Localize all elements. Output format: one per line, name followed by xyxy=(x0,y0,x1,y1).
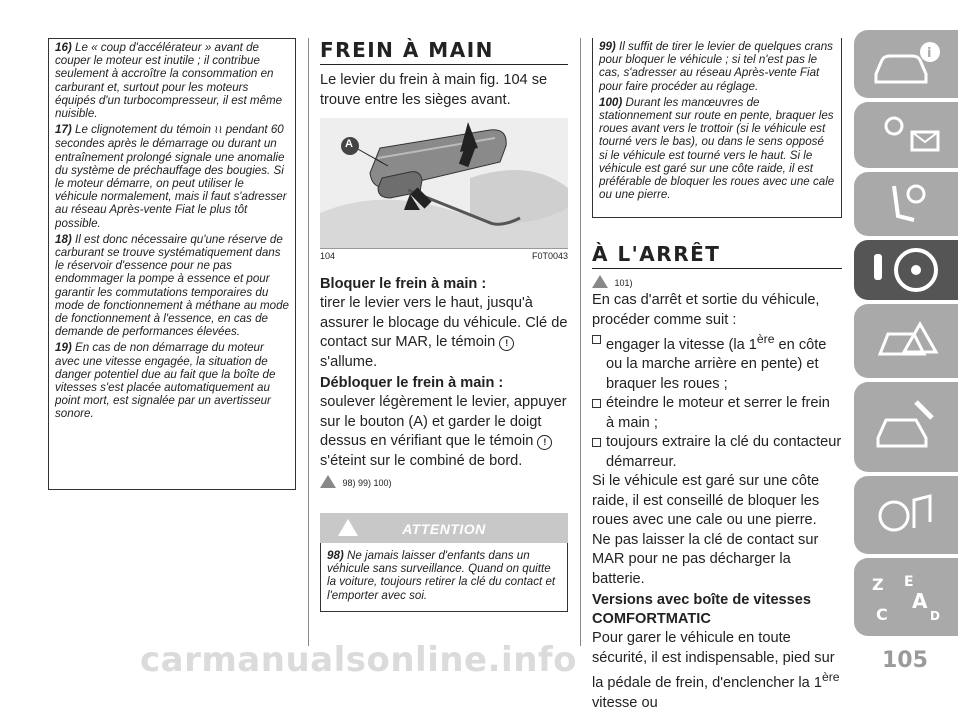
paragraph-comfortmatic: Pour garer le véhicule en toute sécurité, il est indispensable, pied sur la pédale de frein, d'enclencher la 1ère vitesse ou xyxy=(592,630,840,711)
list-item: éteindre le moteur et serrer le frein à main ; xyxy=(592,394,842,433)
note-18: 18) Il est donc nécessaire qu'une réserve de carburant se trouve systématiquement dans le réservoir d'essence pour ne pas endommager la pompe à essence et pour garantir les commutations temporaires du mode de fonctionnement à méthane au mode de fonctionnement à l'essence, en cas de demande de performances élevées. xyxy=(55,232,289,339)
bullet-square-icon xyxy=(592,438,601,447)
airbag-seat-icon xyxy=(854,172,954,236)
paragraph-debloquer: soulever légèrement le levier, appuyer sur le bouton (A) et garder le doigt dessus en vérifiant que le témoin ! s'éteint sur le combiné de bord. xyxy=(320,394,567,469)
svg-text:i: i xyxy=(927,46,932,61)
column-divider xyxy=(580,38,581,646)
tab-warning-lights[interactable] xyxy=(854,102,958,168)
subheading-bloquer: Bloquer le frein à main : xyxy=(320,276,487,292)
car-info-icon xyxy=(854,30,954,98)
intro-text: En cas d'arrêt et sortie du véhicule, procéder comme suit : xyxy=(592,292,820,328)
figure-code: F0T0043 xyxy=(531,251,568,261)
bullet-square-icon xyxy=(592,399,601,408)
car-maintenance-icon xyxy=(854,382,954,472)
tab-multimedia[interactable] xyxy=(854,476,958,554)
multimedia-icon xyxy=(854,476,954,554)
section-title: FREIN À MAIN xyxy=(320,38,568,65)
intro-text: Le levier du frein à main fig. 104 se trouve entre les sièges avant. xyxy=(320,72,548,108)
attention-box xyxy=(320,543,568,612)
figure-caption xyxy=(320,248,568,261)
attention-label: ATTENTION xyxy=(402,521,486,537)
chapter-sidebar xyxy=(854,0,960,678)
svg-text:E: E xyxy=(904,574,914,590)
note-100: 100) Durant les manœuvres de stationnement sur route en pente, braquer les roues avant vers le trottoir (si le véhicule est tourné vers le bas), ou dans le sens opposé si le véhicule est tourné vers le haut. Si le véhicule est garé sur une côte raide, il est préférable de bloquer les roues avec une cale ou une pierre. xyxy=(599,95,835,202)
warning-references xyxy=(320,473,568,491)
svg-text:Z: Z xyxy=(872,575,884,594)
note-19: 19) En cas de non démarrage du moteur avec une vitesse engagée, la situation de danger potentiel due au fait que la boîte de vitesses s'est placée automatiquement au point mort, est signalée par un avertisseur sonore. xyxy=(55,341,276,421)
paragraph-cote: Si le véhicule est garé sur une côte raide, il est conseillé de bloquer les roues avec une cale ou une pierre. xyxy=(592,473,820,529)
subheading-debloquer: Débloquer le frein à main : xyxy=(320,375,504,391)
warning-references xyxy=(592,273,842,291)
list-item: toujours extraire la clé du contacteur démarreur. xyxy=(592,433,842,472)
notes-box-right xyxy=(592,38,842,218)
warning-lights-icon xyxy=(854,102,954,168)
list-item: engager la vitesse (la 1ère en côte ou la marche arrière en pente) et braquer les roues ; xyxy=(592,330,842,394)
figure-number: 104 xyxy=(320,251,336,261)
tab-key-steering[interactable] xyxy=(854,240,958,300)
column-divider xyxy=(308,38,309,646)
reference-list: 101) xyxy=(614,278,633,288)
note-16: 16) Le « coup d'accélérateur » avant de couper le moteur est inutile ; il contribue seulement à accroître la consommation en carburant et, surtout pour les moteurs équipés d'un turbocompresseur, il est même nuisible. xyxy=(55,41,283,121)
tab-airbag-seat[interactable] xyxy=(854,172,958,236)
figure-label-a: A xyxy=(345,138,353,150)
car-breakdown-icon xyxy=(854,304,954,378)
page-number: 105 xyxy=(882,648,928,673)
paragraph-bloquer: tirer le levier vers le haut, jusqu'à assurer le blocage du véhicule. Clé de contact sur MAR, le témoin ! s'allume. xyxy=(320,295,568,370)
notes-box-left xyxy=(48,38,296,490)
svg-text:A: A xyxy=(912,589,928,613)
bullet-square-icon xyxy=(592,335,601,344)
tab-index[interactable] xyxy=(854,558,958,636)
subheading-comfortmatic: Versions avec boîte de vitesses COMFORTMATIC xyxy=(592,592,812,628)
attention-banner xyxy=(320,513,568,543)
warning-triangle-icon xyxy=(592,275,608,288)
tab-car-info[interactable] xyxy=(854,30,958,98)
key-steering-wheel-icon xyxy=(854,240,954,300)
paragraph-batterie: Ne pas laisser la clé de contact sur MAR pour ne pas décharger la batterie. xyxy=(592,531,819,587)
index-letters-icon xyxy=(854,558,954,636)
section-title: À L'ARRÊT xyxy=(592,242,842,269)
reference-list: 98) 99) 100) xyxy=(342,478,392,488)
watermark: carmanualsonline.info xyxy=(140,640,578,680)
column-a-l-arret xyxy=(592,38,842,713)
note-99: 99) Il suffit de tirer le levier de quelques crans pour bloquer le véhicule ; si tel n'est pas le cas, s'adresser au réseau Après-vente Fiat pour faire procéder au réglage. xyxy=(599,40,833,93)
brake-warning-icon: ! xyxy=(537,435,552,450)
svg-text:D: D xyxy=(930,609,940,623)
column-frein-a-main xyxy=(320,38,568,612)
handbrake-illustration xyxy=(320,118,568,248)
glow-plug-icon: ≀≀ xyxy=(214,124,223,137)
warning-triangle-icon xyxy=(320,475,336,488)
note-17: 17) Le clignotement du témoin ≀≀ pendant 60 secondes après le démarrage ou durant un entraînement prolongé signale une anomalie du système de préchauffage des bougies. Si le moteur démarre, on peut utiliser le véhicule normalement, mais il faut s'adresser au réseau Après-vente Fiat le plus tôt possible. xyxy=(55,123,287,230)
brake-warning-icon: ! xyxy=(499,336,514,351)
tab-car-maintenance[interactable] xyxy=(854,382,958,472)
tab-car-breakdown[interactable] xyxy=(854,304,958,378)
svg-text:C: C xyxy=(876,605,888,624)
handbrake-figure xyxy=(320,118,568,248)
note-98: 98) Ne jamais laisser d'enfants dans un véhicule sans surveillance. Quand on quitte la voiture, toujours retirer la clé du contact et l'emporter avec soi. xyxy=(327,549,556,602)
